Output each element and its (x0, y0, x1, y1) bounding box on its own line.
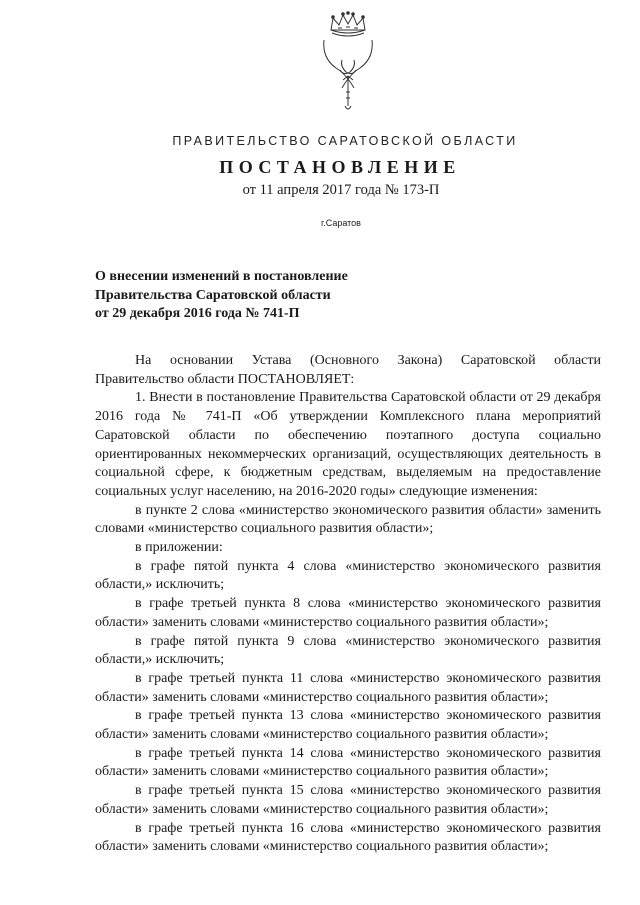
body-paragraph: в приложении: (135, 540, 223, 556)
government-name: ПРАВИТЕЛЬСТВО САРАТОВСКОЙ ОБЛАСТИ (172, 134, 518, 148)
subject-line: Правительства Саратовской области (95, 287, 331, 303)
document-subject (95, 268, 348, 324)
document-body (95, 352, 601, 857)
document-date-number: от 11 апреля 2017 года № 173-П (242, 182, 440, 198)
body-paragraph: 1. Внести в постановление Правительства Саратовской области от 29 декабря 2016 года № 741-П «Об утверждении Комплексного плана мероприятий Саратовской области по обеспечению поэтапного доступа социально ориентированных некоммерческих организаций, осуществляющих деятельность в социальной сфере, к бюджетным средствам, выделяемым на предоставление социальных услуг населению, на 2016-2020 годы» следующие изменения: (95, 390, 601, 499)
body-paragraph: в графе третьей пункта 16 слова «министерство экономического развития области» заменить словами «министерство социального развития области»; (95, 820, 601, 855)
body-paragraph: в графе третьей пункта 13 слова «министерство экономического развития области» заменить словами «министерство социального развития области»; (95, 708, 601, 743)
body-paragraph: в графе пятой пункта 9 слова «министерство экономического развития области,» исключить; (95, 633, 601, 668)
body-paragraph: в графе третьей пункта 8 слова «министерство экономического развития области» заменить словами «министерство социального развития области»; (95, 596, 601, 630)
body-paragraph: в графе третьей пункта 14 слова «министерство экономического развития области» заменить словами «министерство социального развития области»; (95, 745, 601, 780)
document-type-heading: ПОСТАНОВЛЕНИЕ (219, 157, 461, 177)
saratov-coat-of-arms-icon (318, 10, 378, 120)
subject-line: О внесении изменений в постановление (95, 269, 348, 284)
body-paragraph: в графе пятой пункта 4 слова «министерство экономического развития области,» исключить; (95, 558, 601, 593)
body-paragraph: На основании Устава (Основного Закона) Саратовской области Правительство области ПОСТАНОВЛЯЕТ: (95, 353, 601, 387)
body-paragraph: в пункте 2 слова «министерство экономического развития области» заменить словами «министерство социального развития области»; (95, 502, 601, 537)
document-city: г.Саратов (321, 218, 361, 228)
body-paragraph: в графе третьей пункта 15 слова «министерство экономического развития области» заменить словами «министерство социального развития области»; (95, 783, 601, 817)
subject-line: от 29 декабря 2016 года № 741-П (95, 306, 300, 321)
body-paragraph: в графе третьей пункта 11 слова «министерство экономического развития области» заменить словами «министерство социального развития области»; (95, 670, 601, 705)
